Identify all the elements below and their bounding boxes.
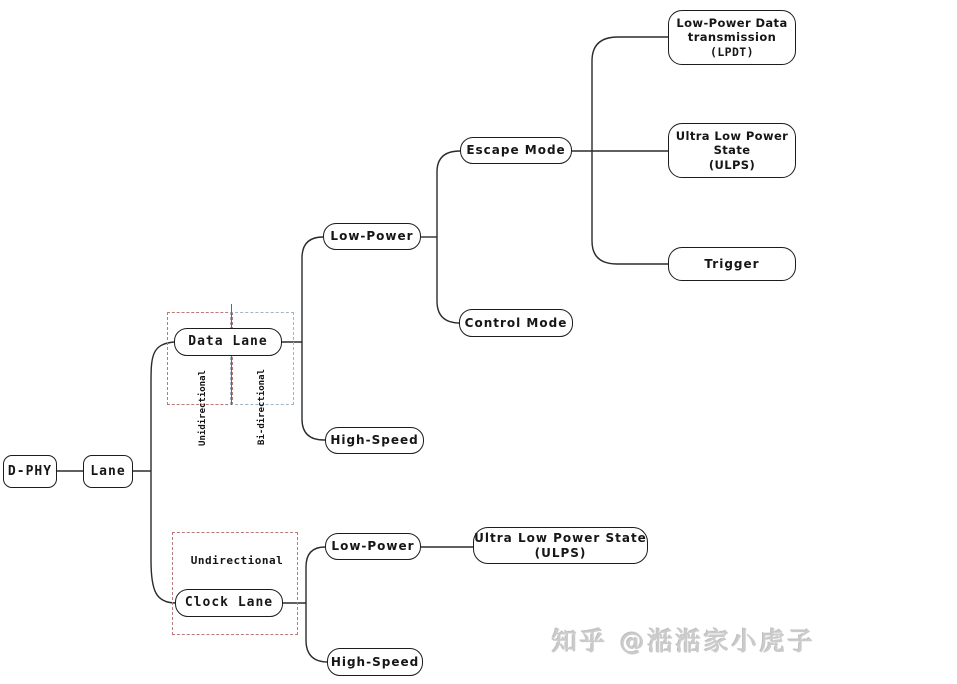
node-low-power-data[interactable] <box>323 223 421 250</box>
node-ulps-clock-line2: (ULPS) <box>534 545 587 560</box>
node-data-lane[interactable] <box>174 328 282 356</box>
node-clock-lane[interactable] <box>175 589 283 617</box>
clock-unidirectional-region-box <box>172 532 298 635</box>
clock-unidirectional-region-label: Undirectional <box>190 554 284 567</box>
node-escape-mode-label: Escape Mode <box>466 143 566 158</box>
node-escape-mode[interactable] <box>460 137 572 164</box>
node-lpdt-line1: Low-Power Data <box>676 16 788 31</box>
node-data-lane-label: Data Lane <box>188 334 268 350</box>
node-ulps-clock-line1: Ultra Low Power State <box>474 530 647 545</box>
edge-clock-children-trunk <box>306 547 328 662</box>
unidirectional-region-label: Unidirectional <box>198 370 208 446</box>
node-ulps-escape-line2: State <box>713 143 751 158</box>
node-clock-lane-label: Clock Lane <box>184 595 274 611</box>
bidirectional-region-label: Bi-directional <box>257 369 267 445</box>
node-lpdt[interactable] <box>668 10 796 65</box>
node-ulps-clock[interactable] <box>473 527 648 564</box>
node-lpdt-line3: (LPDT) <box>710 44 754 59</box>
node-control-mode[interactable] <box>459 309 573 337</box>
node-high-speed-data-label: High-Speed <box>330 433 419 448</box>
node-ulps-escape[interactable] <box>668 123 796 178</box>
node-lane[interactable] <box>83 455 133 488</box>
node-lpdt-line2: transmission <box>687 30 777 45</box>
node-control-mode-label: Control Mode <box>464 315 568 330</box>
node-ulps-escape-line3: (ULPS) <box>708 157 756 172</box>
node-d-phy[interactable] <box>3 455 57 488</box>
node-low-power-clock[interactable] <box>325 533 421 560</box>
node-d-phy-label: D-PHY <box>7 463 53 479</box>
node-lane-label: Lane <box>90 463 126 479</box>
node-high-speed-clock-label: High-Speed <box>330 654 420 669</box>
node-high-speed-data[interactable] <box>325 427 424 454</box>
node-low-power-clock-label: Low-Power <box>331 539 415 554</box>
node-ulps-escape-line1: Ultra Low Power <box>675 129 789 144</box>
zhihu-watermark: 知乎 @湉湉家小虎子 <box>552 627 816 656</box>
node-low-power-data-label: Low-Power <box>330 229 414 244</box>
edge-low-power-children-trunk <box>437 151 460 323</box>
node-trigger-label: Trigger <box>704 256 760 271</box>
edge-data-lane-children-trunk <box>302 237 326 440</box>
node-trigger[interactable] <box>668 247 796 281</box>
node-high-speed-clock[interactable] <box>327 648 423 676</box>
